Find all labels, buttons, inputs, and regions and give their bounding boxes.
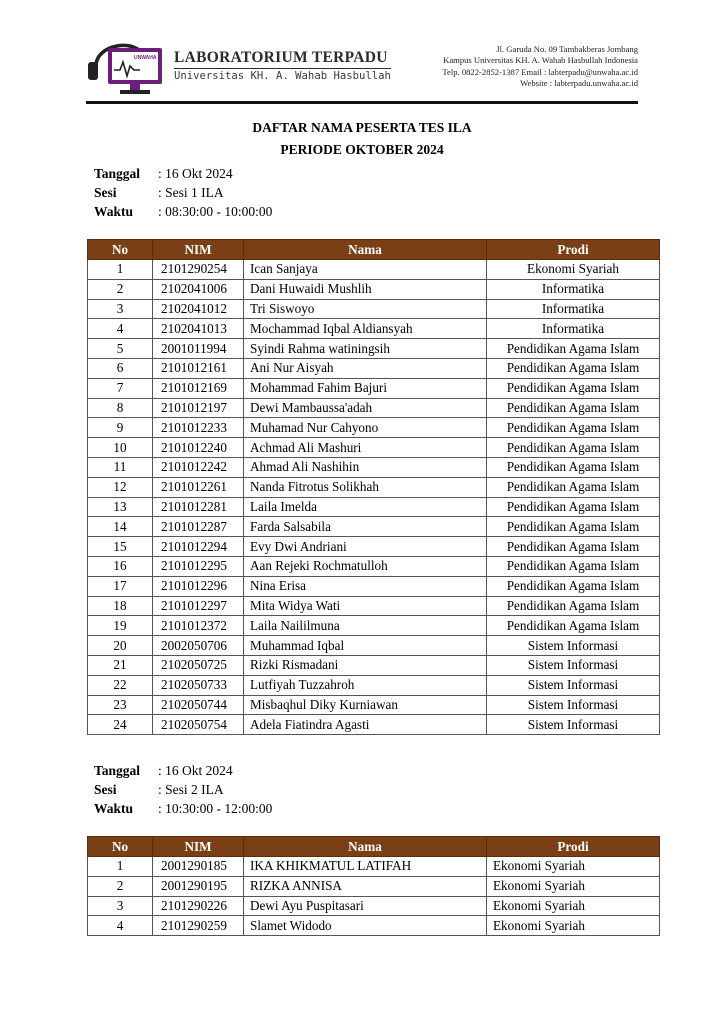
cell-nama: Rizki Rismadani [244,655,487,675]
column-header-prodi: Prodi [487,837,660,857]
university-name: Universitas KH. A. Wahab Hasbullah [174,70,391,82]
contact-address: Jl. Garuda No. 09 Tambakberas Jombang [496,44,638,54]
table-row [88,636,660,656]
cell-no: 5 [88,339,153,359]
column-header-no: No [88,837,153,857]
cell-prodi: Pendidikan Agama Islam [487,438,660,458]
cell-no: 2 [88,279,153,299]
cell-no: 21 [88,655,153,675]
tanggal-value: : 16 Okt 2024 [158,763,233,778]
waktu-label: Waktu [94,801,134,816]
table-row [88,378,660,398]
cell-nama: Mita Widya Wati [244,596,487,616]
cell-nama: Lutfiyah Tuzzahroh [244,675,487,695]
column-header-nama: Nama [244,837,487,857]
cell-nim: 2101012242 [153,457,244,477]
document-title: DAFTAR NAMA PESERTA TES ILA [252,120,472,135]
cell-no: 1 [88,260,153,280]
cell-prodi: Pendidikan Agama Islam [487,596,660,616]
cell-no: 16 [88,556,153,576]
cell-nim: 2101012294 [153,537,244,557]
participants-table-session-2 [87,836,660,936]
table-row [88,537,660,557]
cell-no: 1 [88,857,153,877]
cell-no: 9 [88,418,153,438]
cell-nim: 2101012372 [153,616,244,636]
letterhead [86,34,638,100]
cell-nim: 2101012296 [153,576,244,596]
table-row [88,695,660,715]
column-header-nim: NIM [153,837,244,857]
cell-nim: 2001290185 [153,857,244,877]
cell-no: 10 [88,438,153,458]
cell-no: 24 [88,715,153,735]
cell-nama: Laila Naililmuna [244,616,487,636]
cell-prodi: Pendidikan Agama Islam [487,576,660,596]
cell-nim: 2102050754 [153,715,244,735]
cell-no: 17 [88,576,153,596]
cell-no: 23 [88,695,153,715]
cell-nim: 2102050733 [153,675,244,695]
table-row [88,896,660,916]
column-header-nama: Nama [244,240,487,260]
cell-nama: IKA KHIKMATUL LATIFAH [244,857,487,877]
cell-nim: 2102041013 [153,319,244,339]
cell-no: 14 [88,517,153,537]
contact-website: Website : labterpadu.unwaha.ac.id [520,77,638,88]
cell-prodi: Pendidikan Agama Islam [487,517,660,537]
table-row [88,916,660,936]
cell-no: 20 [88,636,153,656]
lab-logo-icon [86,36,166,96]
cell-nim: 2101012233 [153,418,244,438]
column-header-nim: NIM [153,240,244,260]
cell-prodi: Pendidikan Agama Islam [487,537,660,557]
table-row [88,279,660,299]
table-row [88,358,660,378]
cell-prodi: Sistem Informasi [487,655,660,675]
cell-prodi: Informatika [487,319,660,339]
cell-nim: 2101290226 [153,896,244,916]
table-row [88,339,660,359]
cell-nama: Adela Fiatindra Agasti [244,715,487,735]
table-row [88,857,660,877]
cell-no: 2 [88,876,153,896]
cell-no: 11 [88,457,153,477]
cell-nama: Dani Huwaidi Mushlih [244,279,487,299]
cell-nim: 2101012169 [153,378,244,398]
cell-prodi: Pendidikan Agama Islam [487,398,660,418]
document-period: PERIODE OKTOBER 2024 [280,142,444,157]
cell-no: 7 [88,378,153,398]
cell-nim: 2101290254 [153,260,244,280]
table-row [88,260,660,280]
cell-prodi: Pendidikan Agama Islam [487,556,660,576]
table-header-row [88,240,660,260]
cell-nim: 2101012281 [153,497,244,517]
cell-nama: Achmad Ali Mashuri [244,438,487,458]
table-row [88,457,660,477]
cell-nim: 2102050725 [153,655,244,675]
table-row [88,876,660,896]
cell-nim: 2102041006 [153,279,244,299]
cell-prodi: Pendidikan Agama Islam [487,457,660,477]
cell-nim: 2101012261 [153,477,244,497]
cell-prodi: Sistem Informasi [487,715,660,735]
table-row [88,319,660,339]
waktu-label: Waktu [94,204,134,219]
participants-table-session-1 [87,239,660,735]
cell-no: 19 [88,616,153,636]
table-header-row [88,837,660,857]
tanggal-label: Tanggal [94,166,141,181]
cell-no: 4 [88,319,153,339]
session-1-info [94,164,272,221]
table-row [88,517,660,537]
cell-prodi: Sistem Informasi [487,636,660,656]
waktu-value: : 08:30:00 - 10:00:00 [158,204,273,219]
table-row [88,299,660,319]
cell-nim: 2101012161 [153,358,244,378]
column-header-prodi: Prodi [487,240,660,260]
cell-nama: Ican Sanjaya [244,260,487,280]
cell-nim: 2002050706 [153,636,244,656]
cell-nama: Aan Rejeki Rochmatulloh [244,556,487,576]
cell-prodi: Pendidikan Agama Islam [487,616,660,636]
cell-no: 3 [88,896,153,916]
cell-nama: Misbaqhul Diky Kurniawan [244,695,487,715]
cell-nama: Dewi Ayu Puspitasari [244,896,487,916]
cell-no: 22 [88,675,153,695]
cell-nama: Mohammad Fahim Bajuri [244,378,487,398]
table-row [88,497,660,517]
logo-text: UNWAHA [134,55,157,61]
cell-nama: Dewi Mambaussa'adah [244,398,487,418]
cell-nama: RIZKA ANNISA [244,876,487,896]
cell-prodi: Informatika [487,299,660,319]
cell-nim: 2102041012 [153,299,244,319]
cell-nama: Nina Erisa [244,576,487,596]
cell-nama: Ani Nur Aisyah [244,358,487,378]
cell-prodi: Informatika [487,279,660,299]
tanggal-value: : 16 Okt 2024 [158,166,233,181]
waktu-value: : 10:30:00 - 12:00:00 [158,801,273,816]
cell-prodi: Pendidikan Agama Islam [487,497,660,517]
cell-nim: 2001290195 [153,876,244,896]
cell-prodi: Ekonomi Syariah [487,260,660,280]
table-row [88,576,660,596]
cell-prodi: Pendidikan Agama Islam [487,477,660,497]
cell-nama: Muhamad Nur Cahyono [244,418,487,438]
cell-prodi: Sistem Informasi [487,695,660,715]
table-row [88,438,660,458]
cell-nama: Ahmad Ali Nashihin [244,457,487,477]
cell-nama: Nanda Fitrotus Solikhah [244,477,487,497]
table-row [88,675,660,695]
table-row [88,715,660,735]
cell-nama: Muhammad Iqbal [244,636,487,656]
cell-prodi: Pendidikan Agama Islam [487,339,660,359]
table-row [88,616,660,636]
cell-nama: Mochammad Iqbal Aldiansyah [244,319,487,339]
cell-no: 15 [88,537,153,557]
cell-prodi: Pendidikan Agama Islam [487,378,660,398]
table-row [88,596,660,616]
column-header-no: No [88,240,153,260]
cell-nim: 2101012197 [153,398,244,418]
cell-no: 8 [88,398,153,418]
table-row [88,556,660,576]
table-row [88,418,660,438]
cell-nim: 2101012240 [153,438,244,458]
table-row [88,477,660,497]
cell-no: 18 [88,596,153,616]
cell-prodi: Ekonomi Syariah [487,857,660,877]
sesi-value: : Sesi 1 ILA [158,185,224,200]
table-row [88,655,660,675]
cell-prodi: Sistem Informasi [487,675,660,695]
cell-nama: Laila Imelda [244,497,487,517]
cell-no: 6 [88,358,153,378]
cell-prodi: Ekonomi Syariah [487,876,660,896]
session-2-info [94,761,272,818]
cell-nim: 2001011994 [153,339,244,359]
cell-nama: Evy Dwi Andriani [244,537,487,557]
cell-nim: 2101012287 [153,517,244,537]
cell-prodi: Pendidikan Agama Islam [487,358,660,378]
table-row [88,398,660,418]
cell-nim: 2101012297 [153,596,244,616]
cell-no: 13 [88,497,153,517]
contact-block [442,44,638,89]
header-divider [86,101,638,104]
cell-prodi: Ekonomi Syariah [487,896,660,916]
sesi-value: : Sesi 2 ILA [158,782,224,797]
cell-nim: 2101290259 [153,916,244,936]
cell-nim: 2102050744 [153,695,244,715]
contact-campus: Kampus Universitas KH. A. Wahab Hasbullah Indonesia [443,55,638,66]
sesi-label: Sesi [94,782,117,797]
cell-no: 3 [88,299,153,319]
cell-nama: Farda Salsabila [244,517,487,537]
cell-nama: Tri Siswoyo [244,299,487,319]
cell-no: 4 [88,916,153,936]
cell-no: 12 [88,477,153,497]
cell-nim: 2101012295 [153,556,244,576]
cell-nama: Slamet Widodo [244,916,487,936]
cell-prodi: Ekonomi Syariah [487,916,660,936]
cell-nama: Syindi Rahma watiningsih [244,339,487,359]
sesi-label: Sesi [94,185,117,200]
contact-phone-email: Telp. 0822-2852-1387 Email : labterpadu@unwaha.ac.id [442,66,638,77]
cell-prodi: Pendidikan Agama Islam [487,418,660,438]
tanggal-label: Tanggal [94,763,141,778]
lab-name: LABORATORIUM TERPADU [174,49,388,66]
